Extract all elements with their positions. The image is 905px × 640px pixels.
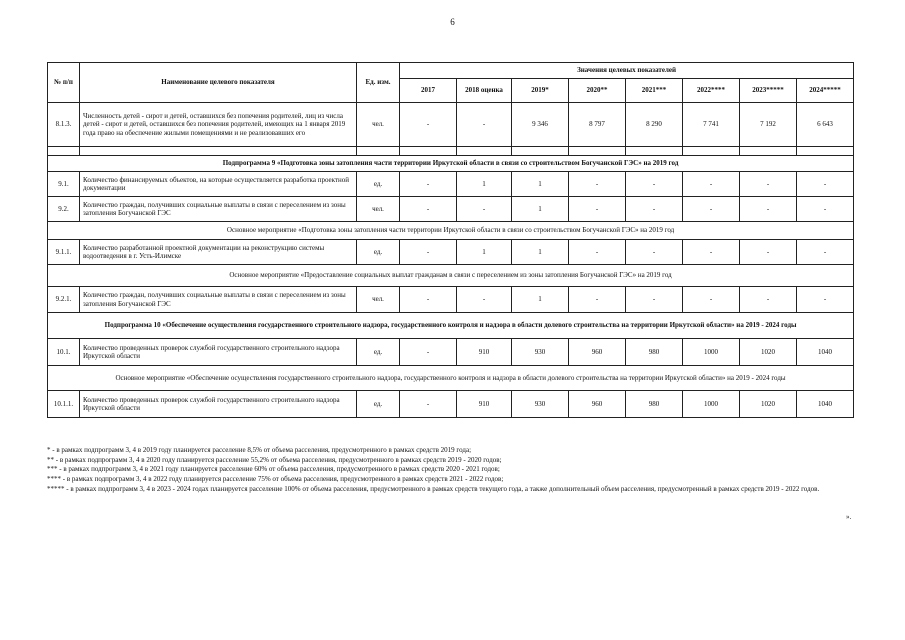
header-name: Наименование целевого показателя: [80, 63, 357, 103]
row-value: -: [740, 240, 797, 265]
row-value: -: [626, 287, 683, 313]
subprogram-10-title: Подпрограмма 10 «Обеспечение осуществления государственного строительного надзора, государственного контроля и надзора в области долевого строительства на территории Иркутской области» на 2019 - 2024 годы: [48, 313, 854, 339]
header-year: 2019*: [512, 79, 569, 103]
row-unit: ед.: [357, 391, 400, 418]
row-value: -: [683, 197, 740, 222]
row-value: -: [740, 197, 797, 222]
row-num: 9.1.: [48, 172, 80, 197]
section-row: [48, 265, 854, 287]
row-value: 1000: [683, 391, 740, 418]
row-value: 960: [569, 339, 626, 366]
row-name: Количество проведенных проверок службой государственного строительного надзора Иркутской области: [80, 391, 357, 418]
row-value: -: [569, 172, 626, 197]
row-value: -: [400, 391, 457, 418]
spacer-cell: [400, 147, 457, 156]
row-name: Количество граждан, получивших социальные выплаты в связи с переселением из зоны затопления Богучанской ГЭС: [80, 287, 357, 313]
row-value: -: [569, 197, 626, 222]
row-value: -: [626, 172, 683, 197]
spacer-cell: [626, 147, 683, 156]
row-unit: ед.: [357, 172, 400, 197]
row-value: -: [457, 103, 512, 147]
header-year: 2017: [400, 79, 457, 103]
spacer-cell: [569, 147, 626, 156]
footnotes: [47, 446, 853, 494]
row-value: 910: [457, 391, 512, 418]
spacer-cell: [457, 147, 512, 156]
table-row: [48, 172, 854, 197]
row-value: 930: [512, 339, 569, 366]
row-value: 7 741: [683, 103, 740, 147]
row-value: -: [683, 240, 740, 265]
row-value: 1: [457, 172, 512, 197]
row-value: 1020: [740, 391, 797, 418]
row-value: -: [626, 197, 683, 222]
section-row: [48, 366, 854, 391]
spacer-cell: [512, 147, 569, 156]
row-value: 930: [512, 391, 569, 418]
row-value: -: [797, 240, 854, 265]
row-name: Численность детей - сирот и детей, оставшихся без попечения родителей, лиц из числа детей - сирот и детей, оставшихся без попечения родителей, имеющих на 1 января 2019 года право на обеспечение жилыми помещениями и не реализовавших его: [80, 103, 357, 147]
table-row: [48, 240, 854, 265]
row-value: 1: [512, 240, 569, 265]
table-row: [48, 391, 854, 418]
row-value: 8 797: [569, 103, 626, 147]
row-value: -: [740, 172, 797, 197]
row-value: 1040: [797, 391, 854, 418]
row-value: -: [797, 197, 854, 222]
row-value: -: [400, 240, 457, 265]
section-row: [48, 313, 854, 339]
page-number: 6: [450, 17, 455, 27]
row-num: 9.2.1.: [48, 287, 80, 313]
row-value: 8 290: [626, 103, 683, 147]
row-value: -: [683, 287, 740, 313]
row-value: -: [400, 339, 457, 366]
section-row: [48, 156, 854, 172]
main-measure-10-1-title: Основное мероприятие «Обеспечение осуществления государственного строительного надзора, государственного контроля и надзора в области долевого строительства на территории Иркутской области» на 2019 - 2024 годы: [48, 366, 854, 391]
row-value: 980: [626, 391, 683, 418]
header-year: 2022****: [683, 79, 740, 103]
footnote: ***** - в рамках подпрограмм 3, 4 в 2023 - 2024 годах планируется расселение 100% от объема расселения, предусмотренного в рамках средств текущего года, а также дополнительный объем расселения, предусмотренный в рамках средств 2019 - 2022 годов.: [47, 484, 820, 493]
row-value: -: [626, 240, 683, 265]
row-num: 8.1.3.: [48, 103, 80, 147]
subprogram-9-title: Подпрограмма 9 «Подготовка зоны затопления части территории Иркутской области в связи со строительством Богучанской ГЭС» на 2019 год: [48, 156, 854, 172]
row-value: 910: [457, 339, 512, 366]
spacer-cell: [740, 147, 797, 156]
row-value: -: [569, 240, 626, 265]
header-year: 2020**: [569, 79, 626, 103]
spacer-cell: [48, 147, 80, 156]
header-year: 2023*****: [740, 79, 797, 103]
row-value: -: [400, 197, 457, 222]
row-num: 9.1.1.: [48, 240, 80, 265]
row-value: -: [740, 287, 797, 313]
spacer-cell: [80, 147, 357, 156]
row-value: -: [400, 287, 457, 313]
table-row: [48, 103, 854, 147]
row-name: Количество разработанной проектной документации на реконструкцию системы водоотведения в г. Усть-Илимске: [80, 240, 357, 265]
row-value: -: [457, 197, 512, 222]
row-name: Количество проведенных проверок службой государственного строительного надзора Иркутской области: [80, 339, 357, 366]
row-value: 1040: [797, 339, 854, 366]
header-num: № п/п: [48, 63, 80, 103]
row-name: Количество финансируемых объектов, на которые осуществляется разработка проектной документации: [80, 172, 357, 197]
row-name: Количество граждан, получивших социальные выплаты в связи с переселением из зоны затопления Богучанской ГЭС: [80, 197, 357, 222]
row-num: 9.2.: [48, 197, 80, 222]
table-row: [48, 197, 854, 222]
row-value: 9 346: [512, 103, 569, 147]
row-value: 1: [512, 287, 569, 313]
table-row: [48, 287, 854, 313]
row-value: -: [797, 287, 854, 313]
row-value: -: [569, 287, 626, 313]
spacer-cell: [683, 147, 740, 156]
header-year: 2021***: [626, 79, 683, 103]
footnote: ** - в рамках подпрограмм 3, 4 в 2020 году планируется расселение 55,2% от объема расселения, предусмотренного в рамках средств 2019 - 2020 годов;: [47, 455, 502, 464]
row-unit: чел.: [357, 197, 400, 222]
row-value: -: [797, 172, 854, 197]
row-value: 1: [512, 172, 569, 197]
header-unit: Ед. изм.: [357, 63, 400, 103]
row-value: -: [457, 287, 512, 313]
row-value: 7 192: [740, 103, 797, 147]
footnote: *** - в рамках подпрограмм 3, 4 в 2021 году планируется расселение 60% от объема расселения, предусмотренного в рамках средств 2020 - 2021 годов;: [47, 465, 500, 474]
spacer-cell: [357, 147, 400, 156]
table-row: [48, 339, 854, 366]
row-value: -: [400, 172, 457, 197]
row-unit: ед.: [357, 240, 400, 265]
header-year: 2018 оценка: [457, 79, 512, 103]
row-value: 960: [569, 391, 626, 418]
header-row-top: [48, 63, 854, 79]
row-num: 10.1.: [48, 339, 80, 366]
row-value: -: [683, 172, 740, 197]
row-value: 980: [626, 339, 683, 366]
header-year: 2024*****: [797, 79, 854, 103]
header-values: Значения целевых показателей: [400, 63, 854, 79]
row-value: 1020: [740, 339, 797, 366]
row-value: 1: [457, 240, 512, 265]
row-num: 10.1.1.: [48, 391, 80, 418]
row-value: 1: [512, 197, 569, 222]
row-value: 6 643: [797, 103, 854, 147]
spacer-cell: [797, 147, 854, 156]
spacer-row: [48, 147, 854, 156]
footnote: **** - в рамках подпрограмм 3, 4 в 2022 году планируется расселение 75% от объема расселения, предусмотренного в рамках средств 2021 - 2022 годов;: [47, 474, 504, 483]
row-value: 1000: [683, 339, 740, 366]
main-measure-9-2-title: Основное мероприятие «Предоставление социальных выплат гражданам в связи с переселением из зоны затопления Богучанской ГЭС» на 2019 год: [48, 265, 854, 287]
section-row: [48, 222, 854, 240]
row-value: -: [400, 103, 457, 147]
footnote: * - в рамках подпрограмм 3, 4 в 2019 году планируется расселение 8,5% от объема расселения, предусмотренного в рамках средств 2019 года;: [47, 446, 472, 454]
row-unit: чел.: [357, 103, 400, 147]
row-unit: ед.: [357, 339, 400, 366]
closing-quote-mark: ».: [846, 513, 852, 521]
main-measure-9-1-title: Основное мероприятие «Подготовка зоны затопления части территории Иркутской области в связи со строительством Богучанской ГЭС» на 2019 год: [48, 222, 854, 240]
row-unit: чел.: [357, 287, 400, 313]
target-indicators-table: [47, 62, 854, 418]
